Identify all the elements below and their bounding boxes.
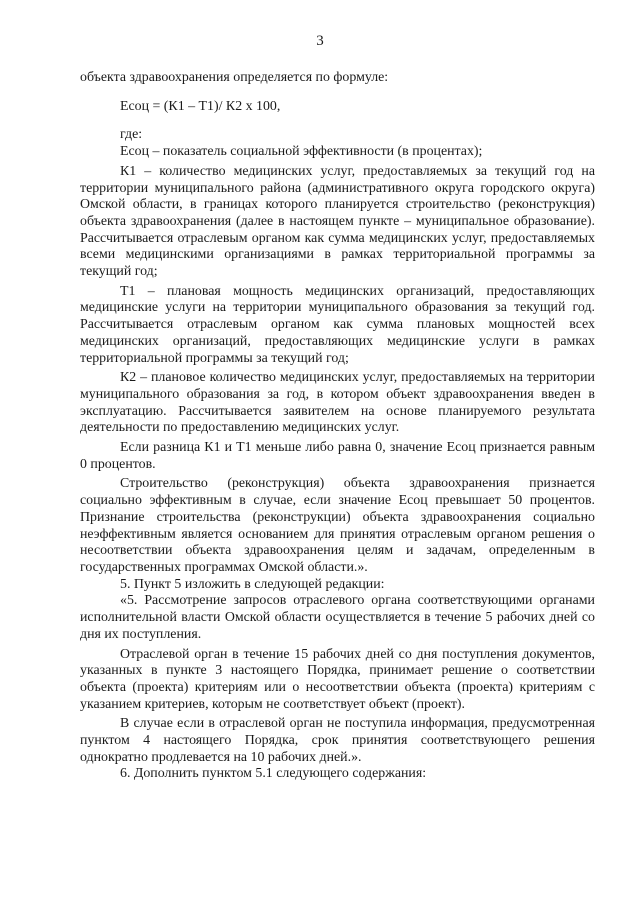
paragraph-item-5-text: «5. Рассмотрение запросов отраслевого органа соответствующими органами исполнительной власти Омской области осуществляется в течение 5 рабочих дней со дня их поступления. <box>80 593 595 642</box>
paragraph-t1-definition: Т1 – плановая мощность медицинских организаций, предоставляющих медицинские услуги на территории муниципального образования за текущий год. Рассчитывается отраслевым органом как сумма плановых мощностей всех медицинских организаций, предоставляющих медицинские услуги в рамках территориальной программы за текущий год; <box>80 283 595 366</box>
paragraph-formula-intro: объекта здравоохранения определяется по формуле: <box>80 70 389 85</box>
paragraph-difference-rule: Если разница К1 и Т1 меньше либо равна 0, значение Есоц признается равным 0 процентов. <box>80 440 595 472</box>
paragraph-item-5-instruction: 5. Пункт 5 изложить в следующей редакции: <box>120 576 385 592</box>
paragraph-decision: Отраслевой орган в течение 15 рабочих дней со дня поступления документов, указанных в пункте 3 настоящего Порядка, принимает решение о соответствии объекта (проекта) критериям или о несоответствии объекта (проекта) критериям с указанием критериев, которым не соответствует объект (проект). <box>80 646 595 712</box>
document-body <box>80 70 595 783</box>
paragraph-esoc-definition: Есоц – показатель социальной эффективности (в процентах); <box>120 144 483 160</box>
paragraph-extension: В случае если в отраслевой орган не поступила информация, предусмотренная пунктом 4 настоящего Порядка, срок принятия соответствующего решения однократно продлевается на 10 рабочих дней.». <box>80 716 595 765</box>
paragraph-k2-definition: К2 – плановое количество медицинских услуг, предоставляемых на территории муниципального образования за год, в котором объект здравоохранения введен в эксплуатацию. Рассчитывается заявителем на основе планируемого результата деятельности по предоставлению медицинских услуг. <box>80 370 595 436</box>
paragraph-where: где: <box>120 127 143 143</box>
page-number: 3 <box>316 33 324 49</box>
formula: Есоц = (К1 – Т1)/ К2 х 100, <box>120 98 281 114</box>
paragraph-k1-definition: К1 – количество медицинских услуг, предоставляемых за текущий год на территории муниципального района (административного округа городского округа) Омской области, в границах которого планируется строительство (реконструкция) объекта здравоохранения (далее в настоящем пункте – муниципальное образование). Рассчитывается отраслевым органом как сумма медицинских услуг, предоставляемых всеми медицинскими организациями в рамках территориальной программы за текущий год; <box>80 163 595 280</box>
paragraph-effectiveness-rule: Строительство (реконструкция) объекта здравоохранения признается социально эффективным в случае, если значение Есоц превышает 50 процентов. Признание строительства (реконструкции) объекта здравоохранения социально неэффективным является основанием для принятия отраслевым органом решения о несоответствии объекта здравоохранения целям и задачам, определенным в государственных программах Омской области.». <box>80 476 595 575</box>
paragraph-item-6-instruction: 6. Дополнить пунктом 5.1 следующего содержания: <box>120 766 427 782</box>
